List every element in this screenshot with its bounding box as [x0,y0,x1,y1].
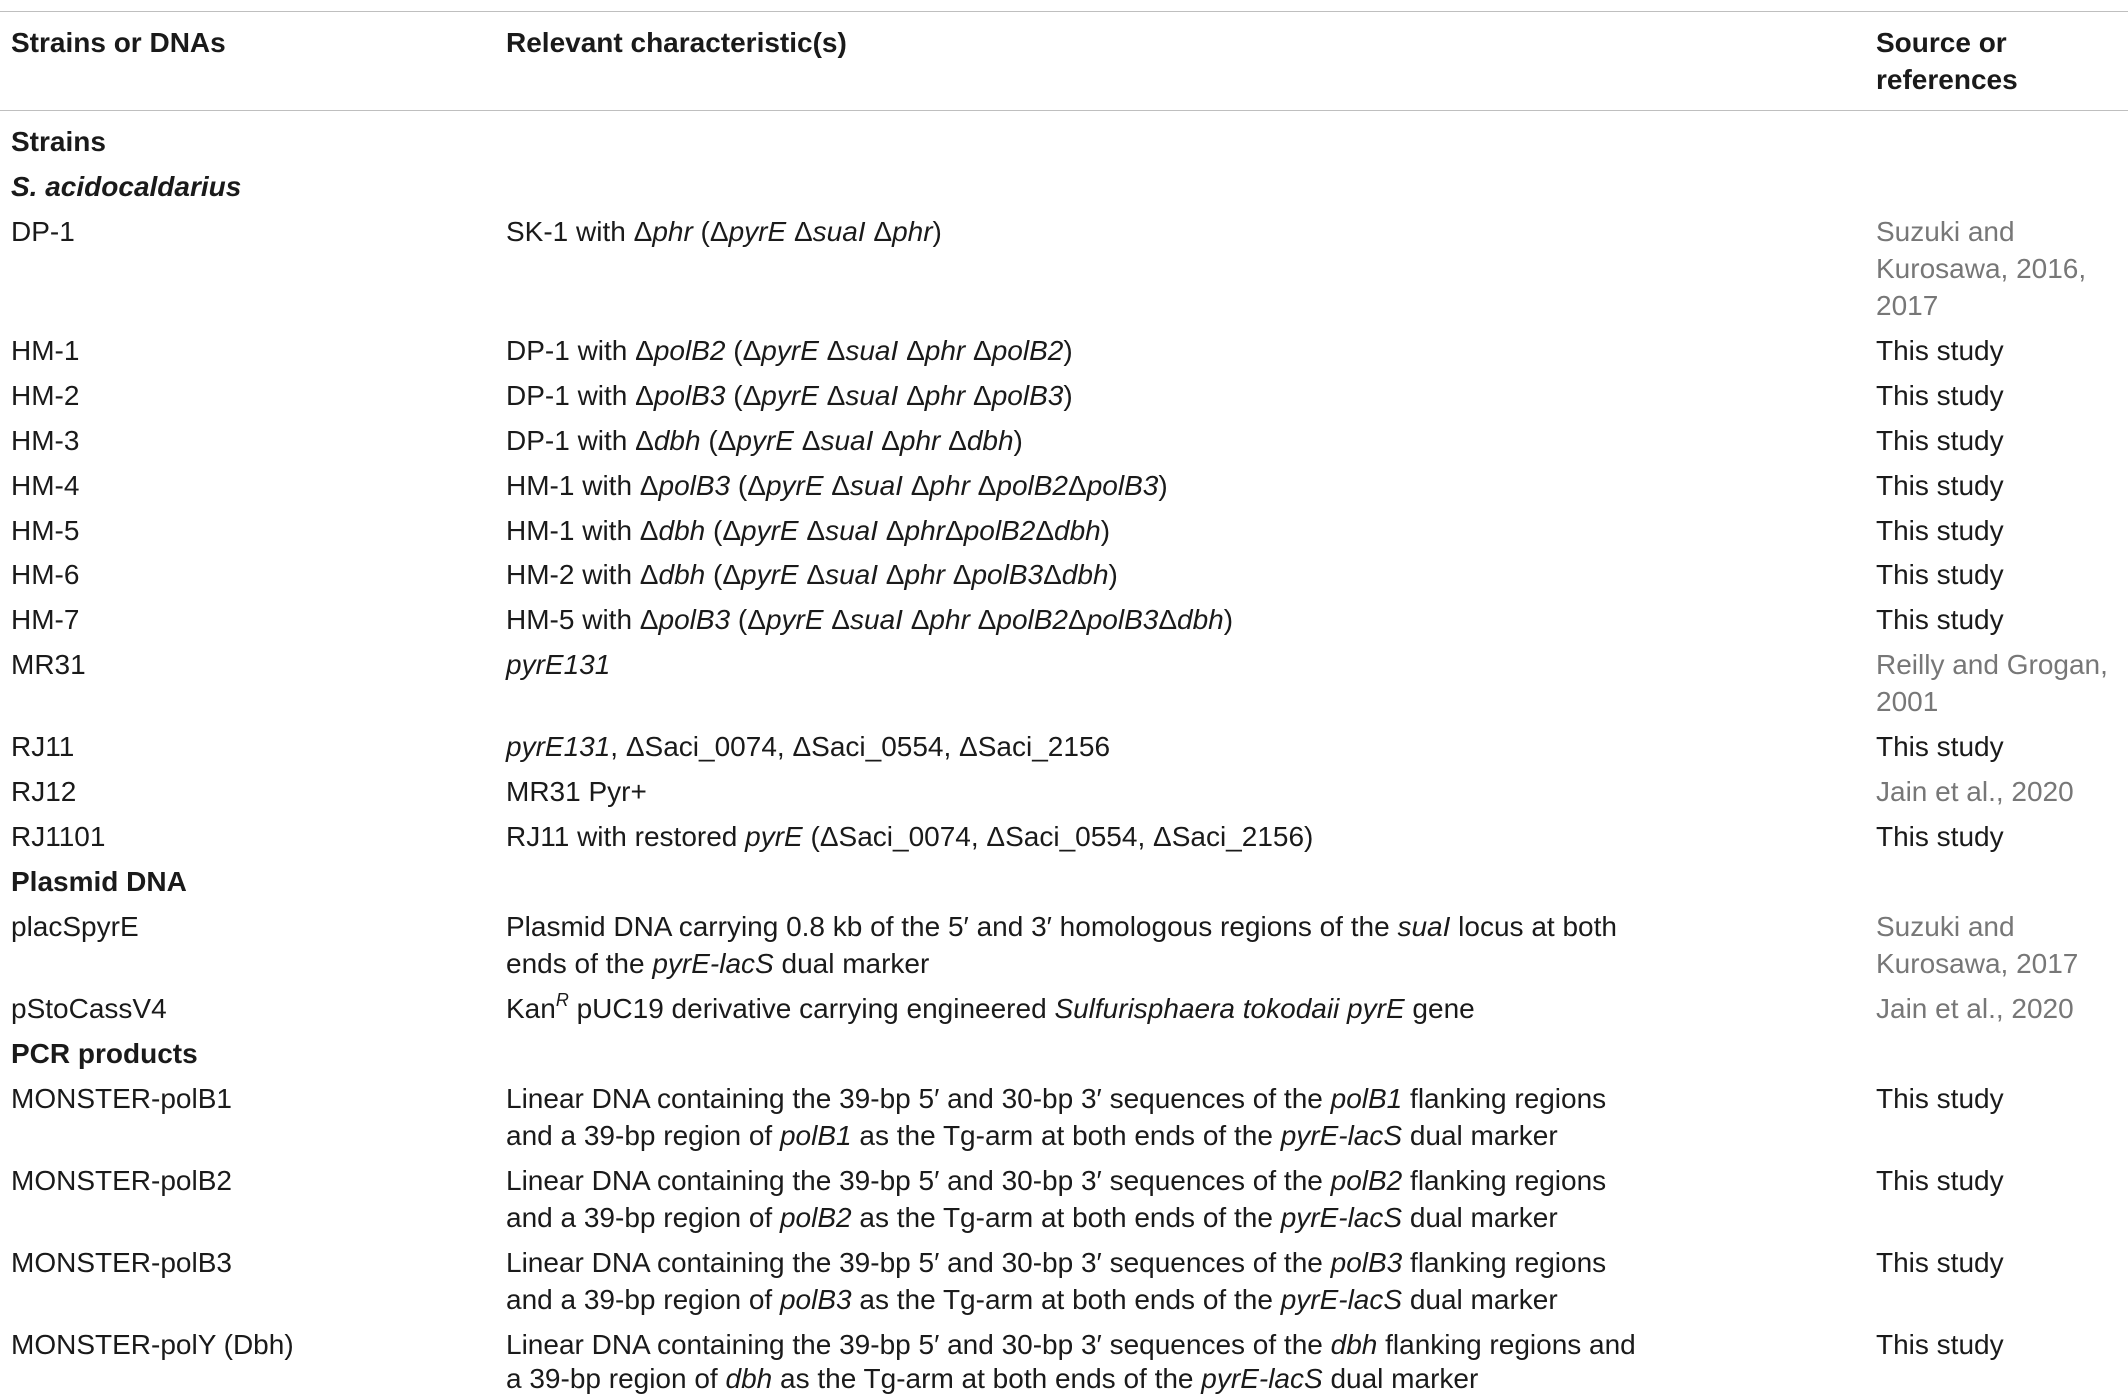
table-row-src: This study [1876,335,2004,366]
table-row-char: pyrE131, ΔSaci_0074, ΔSaci_0554, ΔSaci_2156 [506,731,1111,762]
section-s-acidocaldarius: S. acidocaldarius [11,171,242,202]
table-row-name: HM-6 [11,559,80,590]
table-row-src: This study [1876,604,2004,635]
table-row-char: ends of the pyrE-lacS dual marker [506,948,930,979]
table-row-src: This study [1876,1329,2004,1360]
table-row-char: pyrE131 [506,649,611,680]
table-row-name: RJ12 [11,776,77,807]
table-row-src: This study [1876,380,2004,411]
table-row-src: This study [1876,731,2004,762]
table-row-char: Linear DNA containing the 39-bp 5′ and 30-bp 3′ sequences of the polB2 flanking regions [506,1165,1607,1196]
table-row-char: HM-1 with Δdbh (ΔpyrE ΔsuaI ΔphrΔpolB2Δdbh) [506,515,1111,546]
table-row-name: MONSTER-polB3 [11,1247,232,1278]
table-row-src: This study [1876,515,2004,546]
section-plasmid-dna: Plasmid DNA [11,866,187,897]
table-row-char: HM-1 with ΔpolB3 (ΔpyrE ΔsuaI Δphr ΔpolB2ΔpolB3) [506,470,1168,501]
table-row-name: HM-2 [11,380,80,411]
table-row-src: Kurosawa, 2016, [1876,253,2087,284]
table-row-char: and a 39-bp region of polB2 as the Tg-arm at both ends of the pyrE-lacS dual marker [506,1202,1558,1233]
table-row-name: DP-1 [11,216,75,247]
table-row-name: HM-3 [11,425,80,456]
table-row-name: MONSTER-polB1 [11,1083,232,1114]
section-pcr-products: PCR products [11,1038,198,1069]
table-row-src: Suzuki and [1876,911,2015,942]
table-row-name: HM-5 [11,515,80,546]
table-row-name: HM-1 [11,335,80,366]
header-rule [0,110,2128,111]
table-row-name: HM-7 [11,604,80,635]
table-row-src: This study [1876,1247,2004,1278]
table-row-src: This study [1876,470,2004,501]
header-source-line2: references [1876,64,2018,95]
header-strains: Strains or DNAs [11,27,226,58]
header-source-line1: Source or [1876,27,2007,58]
table-row-char: Linear DNA containing the 39-bp 5′ and 30-bp 3′ sequences of the polB1 flanking regions [506,1083,1607,1114]
table-row-char: MR31 Pyr+ [506,776,647,807]
table-row-src: 2001 [1876,686,1939,717]
table-row-char: and a 39-bp region of polB3 as the Tg-arm at both ends of the pyrE-lacS dual marker [506,1284,1558,1315]
table-row-char: Plasmid DNA carrying 0.8 kb of the 5′ and 3′ homologous regions of the suaI locus at both [506,911,1617,942]
table-row-name: MR31 [11,649,86,680]
table-row-char: Kan$^R$ pUC19 derivative carrying engineered Sulfurisphaera tokodaii pyrE gene [506,990,1475,1024]
table-row-name: RJ1101 [11,821,106,852]
table-row-src: This study [1876,821,2004,852]
table-row-char: Linear DNA containing the 39-bp 5′ and 30-bp 3′ sequences of the dbh flanking regions and [506,1329,1636,1360]
table-row-name: RJ11 [11,731,75,762]
table-row-name: pStoCassV4 [11,993,167,1024]
table-row-src: Suzuki and [1876,216,2015,247]
table-row-char: RJ11 with restored pyrE (ΔSaci_0074, ΔSaci_0554, ΔSaci_2156) [506,821,1314,852]
top-rule [0,11,2128,12]
table-row-char: DP-1 with Δdbh (ΔpyrE ΔsuaI Δphr Δdbh) [506,425,1023,456]
table-row-src: 2017 [1876,290,1939,321]
table-row-char: SK-1 with Δphr (ΔpyrE ΔsuaI Δphr) [506,216,942,247]
table-row-name: MONSTER-polB2 [11,1165,232,1196]
table-row-char: HM-5 with ΔpolB3 (ΔpyrE ΔsuaI Δphr ΔpolB2ΔpolB3Δdbh) [506,604,1234,635]
table-row-src: This study [1876,1165,2004,1196]
table-row-src: Jain et al., 2020 [1876,993,2074,1024]
table-row-src: This study [1876,1083,2004,1114]
table-row-name: HM-4 [11,470,80,501]
table-row-char: DP-1 with ΔpolB2 (ΔpyrE ΔsuaI Δphr ΔpolB2) [506,335,1073,366]
table-row-char: Linear DNA containing the 39-bp 5′ and 30-bp 3′ sequences of the polB3 flanking regions [506,1247,1607,1278]
table-row-src: Kurosawa, 2017 [1876,948,2079,979]
table-row-char: HM-2 with Δdbh (ΔpyrE ΔsuaI Δphr ΔpolB3Δdbh) [506,559,1118,590]
table-row-name: MONSTER-polY (Dbh) [11,1329,294,1360]
table-row-char: a 39-bp region of dbh as the Tg-arm at both ends of the pyrE-lacS dual marker [506,1363,1479,1394]
table-row-src: This study [1876,425,2004,456]
table-row-char: and a 39-bp region of polB1 as the Tg-arm at both ends of the pyrE-lacS dual marker [506,1120,1558,1151]
header-characteristics: Relevant characteristic(s) [506,27,847,58]
table-row-src: Reilly and Grogan, [1876,649,2108,680]
table-row-src: Jain et al., 2020 [1876,776,2074,807]
table-row-char: DP-1 with ΔpolB3 (ΔpyrE ΔsuaI Δphr ΔpolB3) [506,380,1073,411]
table-row-src: This study [1876,559,2004,590]
section-strains: Strains [11,126,106,157]
table-row-name: placSpyrE [11,911,139,942]
